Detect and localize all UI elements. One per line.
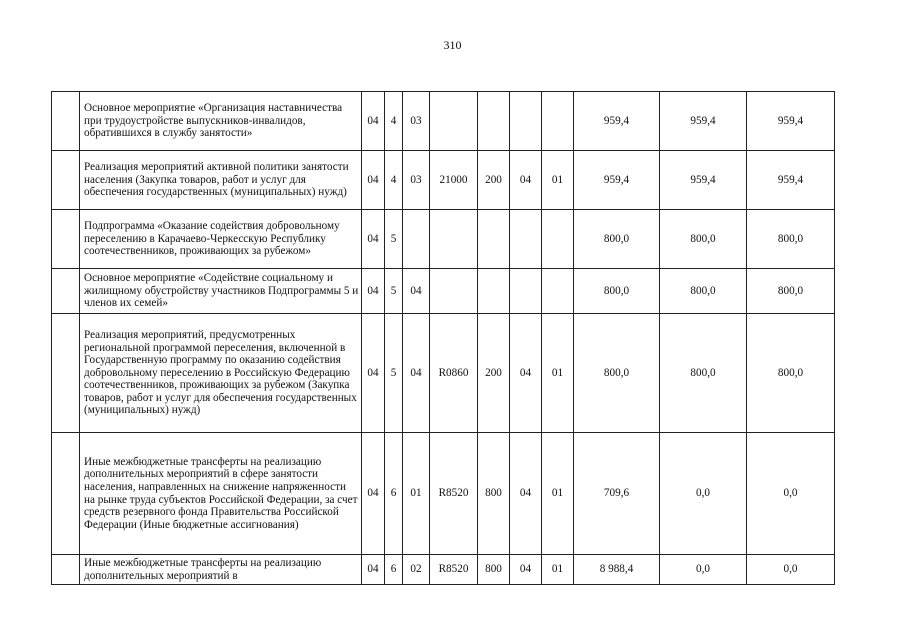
index-cell bbox=[52, 314, 80, 433]
amount-cell: 0,0 bbox=[747, 555, 835, 585]
code-cell: R0860 bbox=[430, 314, 478, 433]
amount-cell: 0,0 bbox=[660, 555, 747, 585]
code-cell: 04 bbox=[510, 433, 542, 555]
code-cell: 04 bbox=[403, 314, 430, 433]
code-cell: 04 bbox=[510, 314, 542, 433]
table-row bbox=[52, 433, 835, 555]
index-cell bbox=[52, 555, 80, 585]
code-cell: 03 bbox=[403, 92, 430, 151]
code-cell: 6 bbox=[385, 555, 403, 585]
code-cell: 5 bbox=[385, 269, 403, 314]
code-cell: 04 bbox=[362, 555, 385, 585]
amount-cell: 800,0 bbox=[747, 314, 835, 433]
code-cell: 21000 bbox=[430, 151, 478, 210]
code-cell: 6 bbox=[385, 433, 403, 555]
amount-cell: 800,0 bbox=[574, 269, 660, 314]
budget-table bbox=[51, 91, 835, 585]
code-cell: 04 bbox=[362, 433, 385, 555]
code-cell: 03 bbox=[403, 151, 430, 210]
code-cell: 01 bbox=[542, 433, 574, 555]
index-cell bbox=[52, 433, 80, 555]
table-row bbox=[52, 555, 835, 585]
code-cell: 04 bbox=[403, 269, 430, 314]
code-cell: 5 bbox=[385, 210, 403, 269]
amount-cell: 959,4 bbox=[747, 92, 835, 151]
code-cell: 04 bbox=[362, 210, 385, 269]
amount-cell: 959,4 bbox=[574, 151, 660, 210]
code-cell: 200 bbox=[478, 314, 510, 433]
code-cell: 02 bbox=[403, 555, 430, 585]
amount-cell: 0,0 bbox=[747, 433, 835, 555]
code-cell bbox=[478, 92, 510, 151]
code-cell bbox=[542, 210, 574, 269]
description-cell: Реализация мероприятий активной политики занятости населения (Закупка товаров, работ и услуг для обеспечения государственных (муниципальных) нужд) bbox=[80, 151, 362, 210]
amount-cell: 800,0 bbox=[747, 210, 835, 269]
code-cell: 04 bbox=[362, 92, 385, 151]
code-cell: 04 bbox=[362, 314, 385, 433]
amount-cell: 800,0 bbox=[660, 210, 747, 269]
code-cell bbox=[510, 210, 542, 269]
amount-cell: 800,0 bbox=[660, 314, 747, 433]
code-cell: 800 bbox=[478, 555, 510, 585]
amount-cell: 800,0 bbox=[574, 314, 660, 433]
code-cell: 5 bbox=[385, 314, 403, 433]
code-cell bbox=[542, 92, 574, 151]
code-cell: R8520 bbox=[430, 555, 478, 585]
code-cell: 200 bbox=[478, 151, 510, 210]
description-cell: Основное мероприятие «Содействие социальному и жилищному обустройству участников Подпрограммы 5 и членов их семей» bbox=[80, 269, 362, 314]
description-cell: Иные межбюджетные трансферты на реализацию дополнительных мероприятий в сфере занятости населения, направленных на снижение напряженности на рынке труда субъектов Российской Федерации, за счет средств резервного фонда Правительства Российской Федерации (Иные бюджетные ассигнования) bbox=[80, 433, 362, 555]
description-cell: Иные межбюджетные трансферты на реализацию дополнительных мероприятий в bbox=[80, 555, 362, 585]
code-cell: 01 bbox=[542, 555, 574, 585]
code-cell: 01 bbox=[403, 433, 430, 555]
description-cell: Реализация мероприятий, предусмотренных региональной программой переселения, включенной в Государственную программу по оказанию содействия добровольному переселению в Российскую Федерацию соотечественников, проживающих за рубежом (Закупка товаров, работ и услуг для обеспечения государственных (муниципальных) нужд) bbox=[80, 314, 362, 433]
code-cell bbox=[430, 210, 478, 269]
amount-cell: 959,4 bbox=[574, 92, 660, 151]
code-cell: 04 bbox=[510, 151, 542, 210]
code-cell: 4 bbox=[385, 151, 403, 210]
amount-cell: 709,6 bbox=[574, 433, 660, 555]
description-cell: Основное мероприятие «Организация наставничества при трудоустройстве выпускников-инвалидов, обратившихся в службу занятости» bbox=[80, 92, 362, 151]
code-cell bbox=[510, 92, 542, 151]
index-cell bbox=[52, 210, 80, 269]
code-cell: 4 bbox=[385, 92, 403, 151]
index-cell bbox=[52, 269, 80, 314]
amount-cell: 959,4 bbox=[660, 151, 747, 210]
amount-cell: 0,0 bbox=[660, 433, 747, 555]
code-cell: 04 bbox=[510, 555, 542, 585]
table-row bbox=[52, 314, 835, 433]
table-row bbox=[52, 151, 835, 210]
code-cell bbox=[510, 269, 542, 314]
code-cell bbox=[542, 269, 574, 314]
code-cell bbox=[403, 210, 430, 269]
code-cell: 01 bbox=[542, 314, 574, 433]
index-cell bbox=[52, 151, 80, 210]
amount-cell: 800,0 bbox=[747, 269, 835, 314]
amount-cell: 959,4 bbox=[747, 151, 835, 210]
amount-cell: 8 988,4 bbox=[574, 555, 660, 585]
table-row bbox=[52, 210, 835, 269]
description-cell: Подпрограмма «Оказание содействия добровольному переселению в Карачаево-Черкесскую Республику соотечественников, проживающих за рубежом» bbox=[80, 210, 362, 269]
code-cell bbox=[478, 210, 510, 269]
amount-cell: 959,4 bbox=[660, 92, 747, 151]
code-cell: 04 bbox=[362, 269, 385, 314]
code-cell bbox=[430, 92, 478, 151]
code-cell: R8520 bbox=[430, 433, 478, 555]
page-number: 310 bbox=[443, 38, 462, 52]
code-cell: 01 bbox=[542, 151, 574, 210]
code-cell: 800 bbox=[478, 433, 510, 555]
amount-cell: 800,0 bbox=[660, 269, 747, 314]
index-cell bbox=[52, 92, 80, 151]
amount-cell: 800,0 bbox=[574, 210, 660, 269]
code-cell: 04 bbox=[362, 151, 385, 210]
code-cell bbox=[478, 269, 510, 314]
code-cell bbox=[430, 269, 478, 314]
table-row bbox=[52, 269, 835, 314]
table-row bbox=[52, 92, 835, 151]
